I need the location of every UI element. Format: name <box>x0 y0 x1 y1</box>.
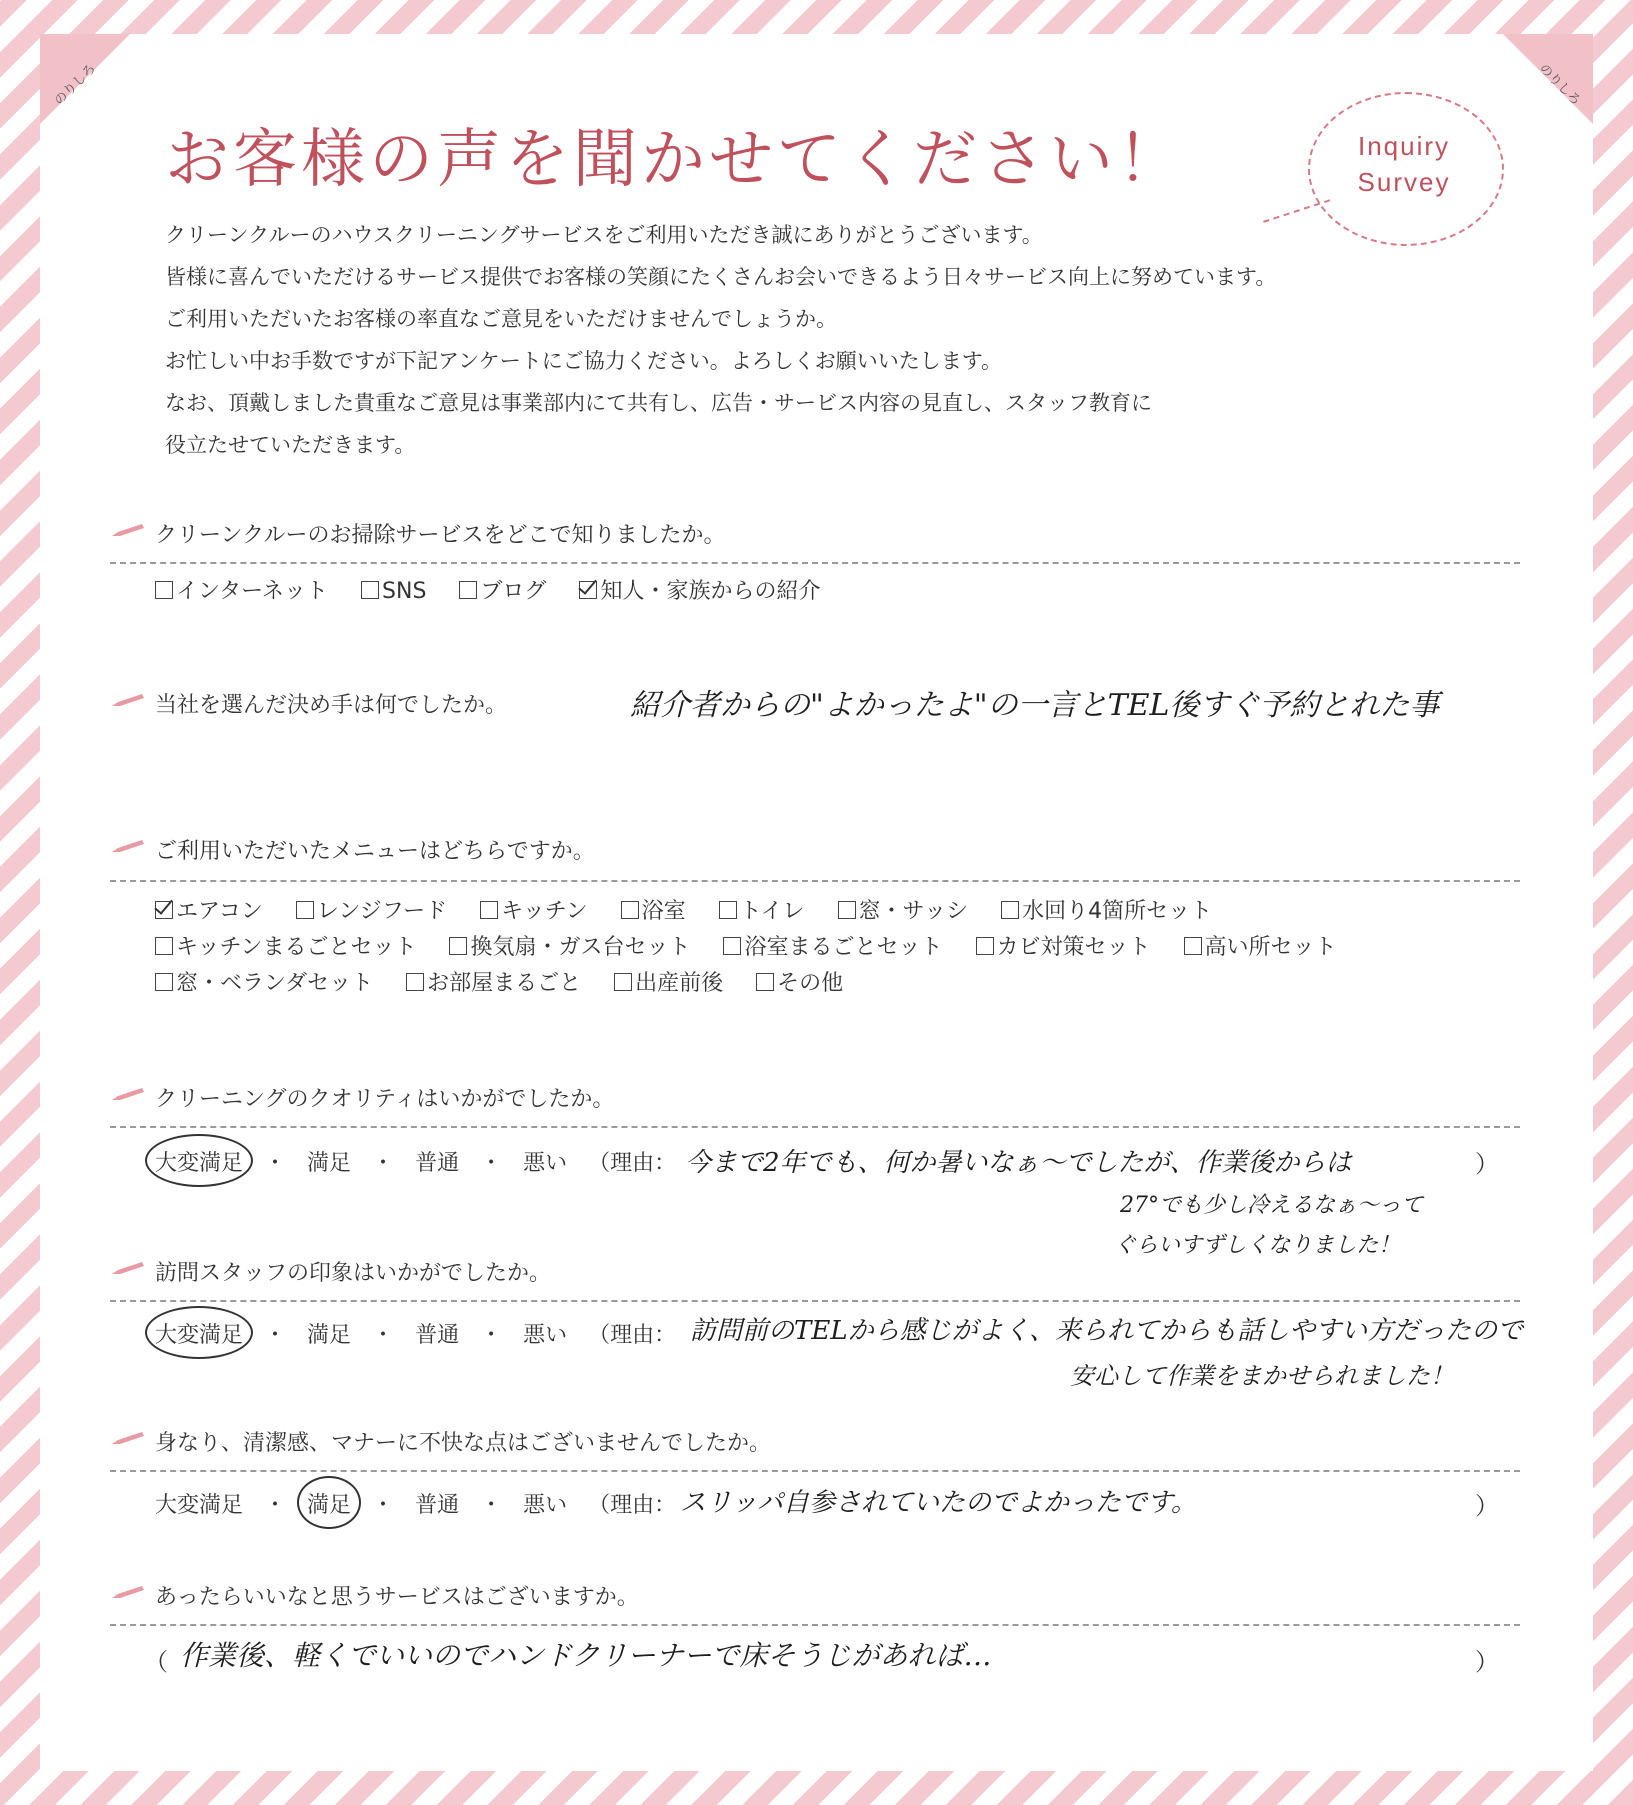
checkbox[interactable] <box>1184 937 1202 955</box>
checkbox[interactable] <box>976 937 994 955</box>
rating-very-satisfied[interactable]: 大変満足 <box>155 1318 243 1349</box>
dashed-rule <box>110 562 1520 564</box>
question-label: クリーンクルーのお掃除サービスをどこで知りましたか。 <box>155 523 726 548</box>
pencil-icon <box>110 1262 144 1276</box>
survey-sheet <box>40 34 1593 1771</box>
menu-high-place-set[interactable]: 高い所セット <box>1184 930 1337 966</box>
badge-line2: Survey <box>1357 167 1451 197</box>
option-referral[interactable]: 知人・家族からの紹介 <box>579 574 820 610</box>
answer-open-paren: （ <box>144 1648 168 1676</box>
rating-poor[interactable]: 悪い <box>523 1323 568 1348</box>
pencil-icon <box>110 694 144 708</box>
menu-rangehood[interactable]: レンジフード <box>296 894 447 930</box>
menu-kitchen-set[interactable]: キッチンまるごとセット <box>155 930 416 966</box>
separator: ・ <box>372 1151 395 1176</box>
checkbox[interactable] <box>361 581 379 599</box>
rating-average[interactable]: 普通 <box>415 1151 460 1176</box>
dashed-rule <box>110 1470 1520 1472</box>
intro-text <box>165 214 1276 466</box>
separator: ・ <box>264 1493 287 1518</box>
separator: ・ <box>264 1323 287 1348</box>
handwritten-answer: 作業後、軽くでいいのでハンドクリーナーで床そうじがあれば… <box>180 1639 992 1672</box>
handwritten-reason-line: 訪問前のTELから感じがよく、来られてからも話しやすい方だったので <box>690 1316 1524 1346</box>
separator: ・ <box>372 1323 395 1348</box>
menu-maternity[interactable]: 出産前後 <box>614 966 723 1002</box>
handwritten-answer: 紹介者からの"よかったよ"の一言とTEL後すぐ予約とれた事 <box>630 688 1440 723</box>
separator: ・ <box>264 1151 287 1176</box>
checkbox[interactable] <box>296 901 314 919</box>
pencil-icon <box>110 524 144 538</box>
pencil-icon <box>110 1432 144 1446</box>
rating-very-satisfied[interactable]: 大変満足 <box>155 1146 243 1177</box>
pencil-icon <box>110 1088 144 1102</box>
reason-close-paren: ） <box>1475 1492 1499 1520</box>
menu-options-row-1 <box>155 894 1238 930</box>
option-internet[interactable]: インターネット <box>155 574 328 610</box>
intro-line: なお、頂戴しました貴重なご意見は事業部内にて共有し、広告・サービス内容の見直し、スタッフ教育に <box>165 391 1152 415</box>
intro-line: ご利用いただいたお客様の率直なご意見をいただけませんでしょうか。 <box>165 307 837 331</box>
rating-very-satisfied[interactable]: 大変満足 <box>155 1493 244 1518</box>
checkbox[interactable] <box>614 973 632 991</box>
question-6 <box>110 1422 1520 1520</box>
checkbox[interactable] <box>838 901 856 919</box>
menu-other[interactable]: その他 <box>756 966 843 1002</box>
reason-label: （理由： <box>588 1493 677 1518</box>
rating-satisfied[interactable]: 満足 <box>307 1151 352 1176</box>
checkbox[interactable] <box>1001 901 1019 919</box>
separator: ・ <box>480 1151 503 1176</box>
question-label: あったらいいなと思うサービスはございますか。 <box>155 1585 639 1610</box>
question-7 <box>110 1576 1520 1676</box>
checkbox[interactable] <box>723 937 741 955</box>
option-blog[interactable]: ブログ <box>459 574 546 610</box>
rating-scale <box>155 1146 690 1177</box>
checkbox-checked[interactable] <box>579 581 597 599</box>
reason-label: （理由： <box>588 1323 677 1348</box>
question-label: 身なり、清潔感、マナーに不快な点はございませんでしたか。 <box>155 1431 772 1456</box>
intro-line: 皆様に喜んでいただけるサービス提供でお客様の笑顔にたくさんお会いできるよう日々サービス向上に努めています。 <box>165 265 1277 289</box>
page-title: お客様の声を聞かせてください！ <box>165 123 1185 197</box>
pencil-icon <box>110 840 144 854</box>
question-4 <box>110 1078 1520 1258</box>
menu-mold-set[interactable]: カビ対策セット <box>976 930 1151 966</box>
intro-line: クリーンクルーのハウスクリーニングサービスをご利用いただき誠にありがとうございます。 <box>165 223 1043 247</box>
answer-close-paren: ） <box>1475 1648 1499 1676</box>
question-label: ご利用いただいたメニューはどちらですか。 <box>155 839 595 864</box>
source-options <box>155 574 846 610</box>
checkbox[interactable] <box>449 937 467 955</box>
checkbox[interactable] <box>155 581 173 599</box>
option-sns[interactable]: SNS <box>361 574 426 610</box>
badge-line1: Inquiry <box>1357 131 1451 161</box>
reason-label: （理由： <box>588 1151 677 1176</box>
separator: ・ <box>372 1493 395 1518</box>
question-2 <box>110 684 1520 724</box>
menu-bathroom[interactable]: 浴室 <box>621 894 686 930</box>
handwritten-reason-line: 今まで2年でも、何か暑いなぁ～でしたが、作業後からは <box>685 1148 1352 1178</box>
handwritten-reason-line: 27°でも少し冷えるなぁ～って <box>1120 1193 1423 1218</box>
menu-toilet[interactable]: トイレ <box>719 894 805 930</box>
rating-average[interactable]: 普通 <box>415 1493 460 1518</box>
menu-window-veranda[interactable]: 窓・ベランダセット <box>155 966 373 1002</box>
dashed-rule <box>110 880 1520 882</box>
dashed-rule <box>110 1300 1520 1302</box>
handwritten-reason-line: スリッパ自参されていたのでよかったです。 <box>680 1488 1197 1518</box>
checkbox[interactable] <box>719 901 737 919</box>
menu-fan-gas-set[interactable]: 換気扇・ガス台セット <box>449 930 690 966</box>
rating-scale <box>155 1318 690 1349</box>
separator: ・ <box>480 1323 503 1348</box>
question-1 <box>110 514 1520 604</box>
menu-options-row-3 <box>155 966 869 1002</box>
question-label: 訪問スタッフの印象はいかがでしたか。 <box>155 1261 552 1286</box>
survey-badge-text <box>1344 128 1464 200</box>
rating-satisfied[interactable]: 満足 <box>307 1488 351 1519</box>
rating-scale <box>155 1488 690 1519</box>
corner-label-left: のりしろ <box>51 61 100 109</box>
menu-aircon[interactable]: エアコン <box>155 894 263 930</box>
separator: ・ <box>480 1493 503 1518</box>
rating-poor[interactable]: 悪い <box>523 1493 568 1518</box>
dashed-rule <box>110 1624 1520 1626</box>
question-label: 当社を選んだ決め手は何でしたか。 <box>155 693 508 718</box>
corner-label-right: のりしろ <box>1535 61 1584 109</box>
menu-window-sash[interactable]: 窓・サッシ <box>838 894 969 930</box>
question-3 <box>110 830 1520 996</box>
checkbox[interactable] <box>459 581 477 599</box>
intro-line: 役立たせていただきます。 <box>165 433 416 457</box>
handwritten-reason-line: 安心して作業をまかせられました！ <box>1070 1362 1454 1390</box>
checkbox[interactable] <box>406 973 424 991</box>
rating-poor[interactable]: 悪い <box>523 1151 568 1176</box>
checkbox[interactable] <box>756 973 774 991</box>
pencil-icon <box>110 1586 144 1600</box>
checkbox[interactable] <box>621 901 639 919</box>
menu-water-4-set[interactable]: 水回り4箇所セット <box>1001 894 1212 930</box>
checkbox[interactable] <box>155 937 173 955</box>
checkbox[interactable] <box>155 973 173 991</box>
question-label: クリーニングのクオリティはいかがでしたか。 <box>155 1087 615 1112</box>
menu-options-row-2 <box>155 930 1363 966</box>
reason-close-paren: ） <box>1475 1150 1499 1178</box>
checkbox-checked[interactable] <box>155 901 173 919</box>
dashed-rule <box>110 1126 1520 1128</box>
menu-kitchen[interactable]: キッチン <box>480 894 587 930</box>
question-5 <box>110 1252 1524 1390</box>
handwritten-reason-line: ぐらいすずしくなりました！ <box>1114 1233 1401 1258</box>
checkbox[interactable] <box>480 901 498 919</box>
rating-satisfied[interactable]: 満足 <box>307 1323 352 1348</box>
menu-bath-set[interactable]: 浴室まるごとセット <box>723 930 942 966</box>
rating-average[interactable]: 普通 <box>415 1323 460 1348</box>
menu-whole-room[interactable]: お部屋まるごと <box>406 966 581 1002</box>
intro-line: お忙しい中お手数ですが下記アンケートにご協力ください。よろしくお願いいたします。 <box>165 349 1003 373</box>
